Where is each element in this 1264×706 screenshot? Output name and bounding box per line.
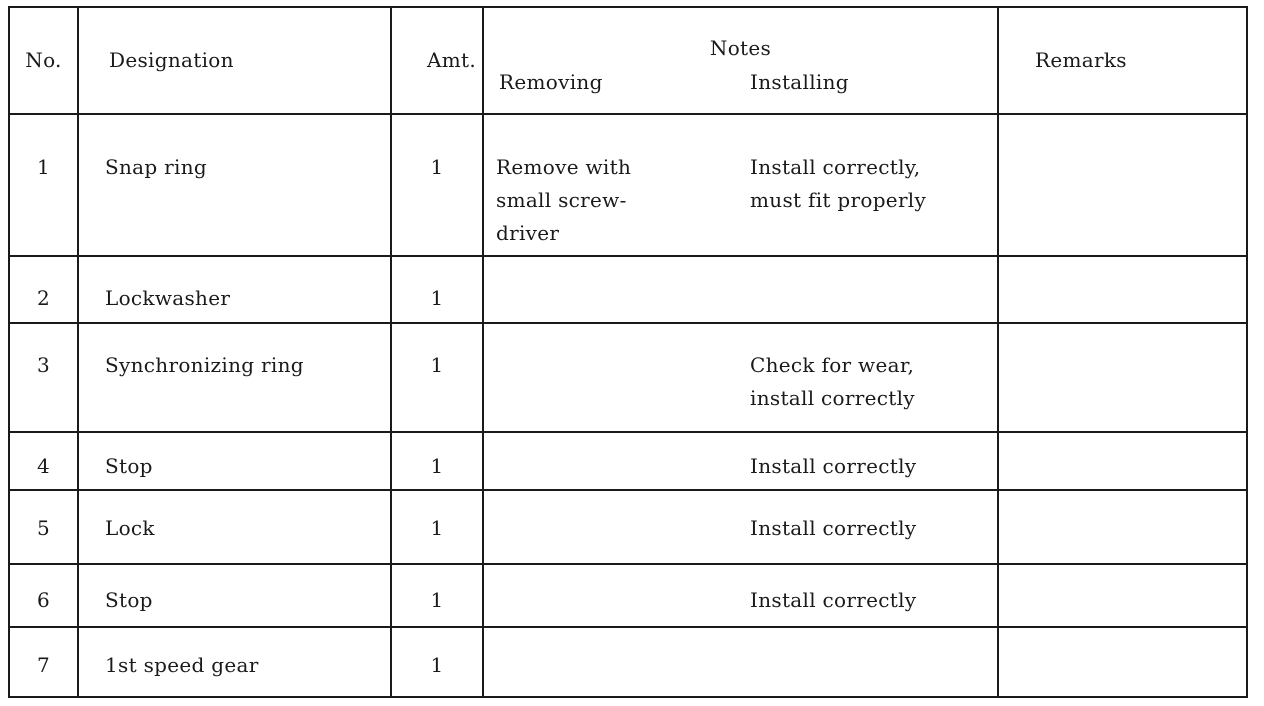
cell-designation: Lockwasher bbox=[78, 256, 391, 323]
cell-designation: Snap ring bbox=[78, 114, 391, 256]
cell-no: 6 bbox=[9, 564, 78, 627]
header-notes bbox=[483, 7, 998, 114]
header-notes-title: Notes bbox=[709, 36, 772, 60]
table-row bbox=[9, 627, 1247, 697]
cell-remarks bbox=[998, 432, 1247, 490]
cell-no: 7 bbox=[9, 627, 78, 697]
cell-amount: 1 bbox=[391, 323, 483, 432]
table-row bbox=[9, 490, 1247, 564]
cell-installing-note: Install correctly, must fit properly bbox=[750, 155, 927, 212]
cell-amount: 1 bbox=[391, 564, 483, 627]
cell-amount: 1 bbox=[391, 256, 483, 323]
cell-notes bbox=[483, 432, 998, 490]
cell-no: 5 bbox=[9, 490, 78, 564]
cell-remarks bbox=[998, 564, 1247, 627]
cell-amount: 1 bbox=[391, 627, 483, 697]
cell-amount: 1 bbox=[391, 432, 483, 490]
cell-amount: 1 bbox=[391, 490, 483, 564]
cell-remarks bbox=[998, 323, 1247, 432]
cell-notes bbox=[483, 256, 998, 323]
table-row bbox=[9, 323, 1247, 432]
cell-amount: 1 bbox=[391, 114, 483, 256]
header-amount: Amt. bbox=[391, 7, 483, 114]
cell-notes bbox=[483, 564, 998, 627]
table-row bbox=[9, 114, 1247, 256]
cell-no: 2 bbox=[9, 256, 78, 323]
cell-installing-note: Install correctly bbox=[750, 454, 917, 478]
cell-designation: Synchronizing ring bbox=[78, 323, 391, 432]
cell-designation: Stop bbox=[78, 564, 391, 627]
cell-remarks bbox=[998, 627, 1247, 697]
parts-table bbox=[8, 6, 1248, 698]
table-header-row bbox=[9, 7, 1247, 114]
cell-installing-note: Check for wear, install correctly bbox=[750, 353, 915, 410]
header-remarks: Remarks bbox=[998, 7, 1247, 114]
table-row bbox=[9, 432, 1247, 490]
header-no: No. bbox=[9, 7, 78, 114]
header-installing: Installing bbox=[750, 70, 849, 94]
cell-remarks bbox=[998, 114, 1247, 256]
cell-remarks bbox=[998, 256, 1247, 323]
cell-no: 4 bbox=[9, 432, 78, 490]
cell-notes bbox=[483, 490, 998, 564]
table-row bbox=[9, 564, 1247, 627]
cell-no: 3 bbox=[9, 323, 78, 432]
cell-installing-note: Install correctly bbox=[750, 516, 917, 540]
header-designation: Designation bbox=[78, 7, 391, 114]
cell-designation: Lock bbox=[78, 490, 391, 564]
table-row bbox=[9, 256, 1247, 323]
cell-designation: Stop bbox=[78, 432, 391, 490]
cell-no: 1 bbox=[9, 114, 78, 256]
cell-installing-note: Install correctly bbox=[750, 588, 917, 612]
cell-notes bbox=[483, 323, 998, 432]
cell-remarks bbox=[998, 490, 1247, 564]
header-removing: Removing bbox=[499, 70, 603, 94]
cell-removing-note: Remove with small screw- driver bbox=[496, 155, 632, 245]
cell-notes bbox=[483, 114, 998, 256]
cell-designation: 1st speed gear bbox=[78, 627, 391, 697]
cell-notes bbox=[483, 627, 998, 697]
